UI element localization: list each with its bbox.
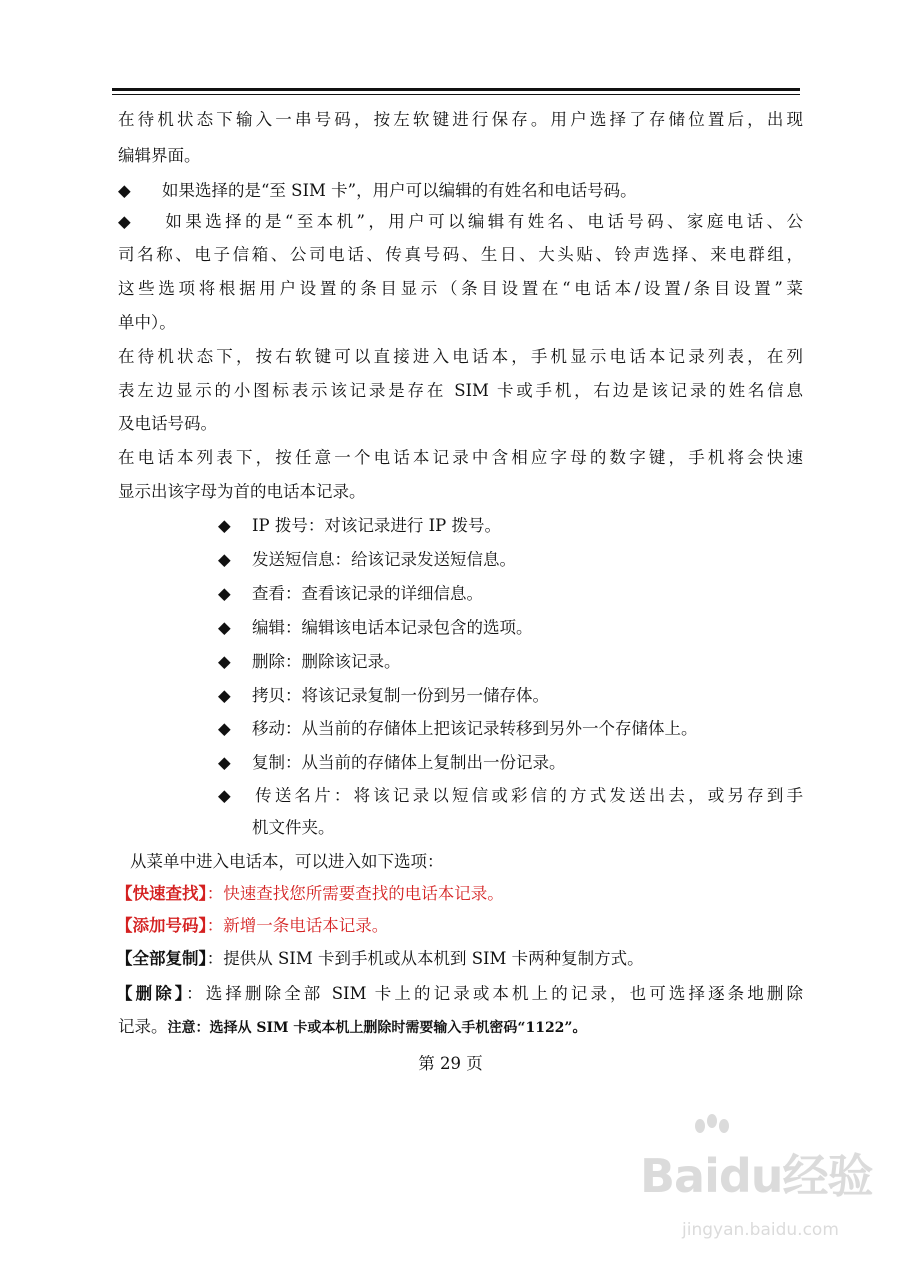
diamond-bullet-icon: ◆ (218, 550, 231, 569)
header-rule-thin (112, 94, 800, 95)
paragraph-line: 单中）。 (118, 313, 176, 332)
option-text: 复制：从当前的存储体上复制出一份记录。 (252, 753, 566, 772)
menu-item-label: 【添加号码】 (116, 916, 207, 935)
paragraph-line: 这些选项将根据用户设置的条目显示（条目设置在“电话本/设置/条目设置”菜 (118, 279, 803, 298)
option-item (218, 753, 803, 773)
bullet-text: 如果选择的是“至本机”，用户可以编辑有姓名、电话号码、家庭电话、公 (162, 212, 803, 231)
diamond-bullet-icon: ◆ (118, 212, 131, 231)
bullet-text: 如果选择的是“至 SIM 卡”，用户可以编辑的有姓名和电话号码。 (162, 181, 637, 200)
paragraph-line: 在待机状态下，按右软键可以直接进入电话本，手机显示电话本记录列表，在列 (118, 347, 803, 366)
option-item (218, 550, 803, 570)
menu-item-label: 【快速查找】 (116, 884, 207, 903)
option-item (218, 686, 803, 706)
option-text: 拷贝：将该记录复制一份到另一储存体。 (252, 686, 549, 705)
option-item (218, 652, 803, 672)
paragraph-line: 编辑界面。 (118, 146, 201, 165)
bullet-item (118, 212, 803, 232)
menu-item-label: 【全部复制】 (116, 949, 207, 968)
delete-note: 注意：选择从 SIM 卡或本机上删除时需要输入手机密码“1122”。 (167, 1020, 587, 1036)
diamond-bullet-icon: ◆ (218, 618, 231, 637)
diamond-bullet-icon: ◆ (218, 652, 231, 671)
option-item (218, 618, 803, 638)
diamond-bullet-icon: ◆ (218, 786, 231, 805)
menu-item-label: 【删除】 (116, 984, 187, 1003)
paragraph-line: 及电话号码。 (118, 414, 217, 433)
option-text: 移动：从当前的存储体上把该记录转移到另外一个存储体上。 (252, 719, 698, 738)
option-text: 发送短信息：给该记录发送短信息。 (252, 550, 516, 569)
paragraph-line: 在待机状态下输入一串号码，按左软键进行保存。用户选择了存储位置后，出现 (118, 110, 803, 129)
menu-item-text: 记录。 (118, 1017, 168, 1036)
option-text: 查看：查看该记录的详细信息。 (252, 584, 483, 603)
menu-item-add-number (116, 916, 801, 936)
baidu-watermark (640, 1140, 880, 1250)
paw-print-icon (690, 1114, 734, 1150)
paragraph-line: 司名称、电子信箱、公司电话、传真号码、生日、大头贴、铃声选择、来电群组， (118, 245, 803, 264)
option-text: IP 拨号：对该记录进行 IP 拨号。 (252, 516, 501, 535)
menu-item-delete-cont (118, 1017, 803, 1038)
bullet-item (118, 181, 803, 201)
option-item (218, 786, 803, 806)
diamond-bullet-icon: ◆ (118, 181, 131, 200)
menu-item-text: ：选择删除全部 SIM 卡上的记录或本机上的记录，也可选择逐条地删除 (186, 984, 803, 1003)
header-rule-thick (112, 88, 800, 91)
watermark-url: jingyan.baidu.com (682, 1220, 839, 1240)
menu-item-text: ：提供从 SIM 卡到手机或从本机到 SIM 卡两种复制方式。 (206, 949, 644, 968)
option-item (218, 719, 803, 739)
menu-item-delete (116, 984, 803, 1004)
diamond-bullet-icon: ◆ (218, 753, 231, 772)
paragraph-line: 显示出该字母为首的电话本记录。 (118, 482, 366, 501)
paragraph-line: 在电话本列表下，按任意一个电话本记录中含相应字母的数字键，手机将会快速 (118, 448, 803, 467)
option-item (218, 584, 803, 604)
option-continuation: 机文件夹。 (252, 818, 335, 837)
option-text: 传送名片：将该记录以短信或彩信的方式发送出去，或另存到手 (252, 786, 803, 805)
option-text: 删除：删除该记录。 (252, 652, 401, 671)
menu-item-text: ：新增一条电话本记录。 (206, 916, 389, 935)
menu-item-copy-all (116, 949, 801, 969)
diamond-bullet-icon: ◆ (218, 516, 231, 535)
paragraph-line: 表左边显示的小图标表示该记录是存在 SIM 卡或手机，右边是该记录的姓名信息 (118, 381, 803, 400)
diamond-bullet-icon: ◆ (218, 686, 231, 705)
page-number: 第 29 页 (418, 1054, 483, 1073)
baidu-logo: Baidu经验 (640, 1149, 873, 1203)
option-item (218, 516, 803, 536)
menu-intro: 从菜单中进入电话本，可以进入如下选项： (130, 852, 444, 871)
option-text: 编辑：编辑该电话本记录包含的选项。 (252, 618, 533, 637)
menu-item-text: ：快速查找您所需要查找的电话本记录。 (206, 884, 504, 903)
diamond-bullet-icon: ◆ (218, 719, 231, 738)
diamond-bullet-icon: ◆ (218, 584, 231, 603)
menu-item-quick-find (116, 884, 801, 904)
